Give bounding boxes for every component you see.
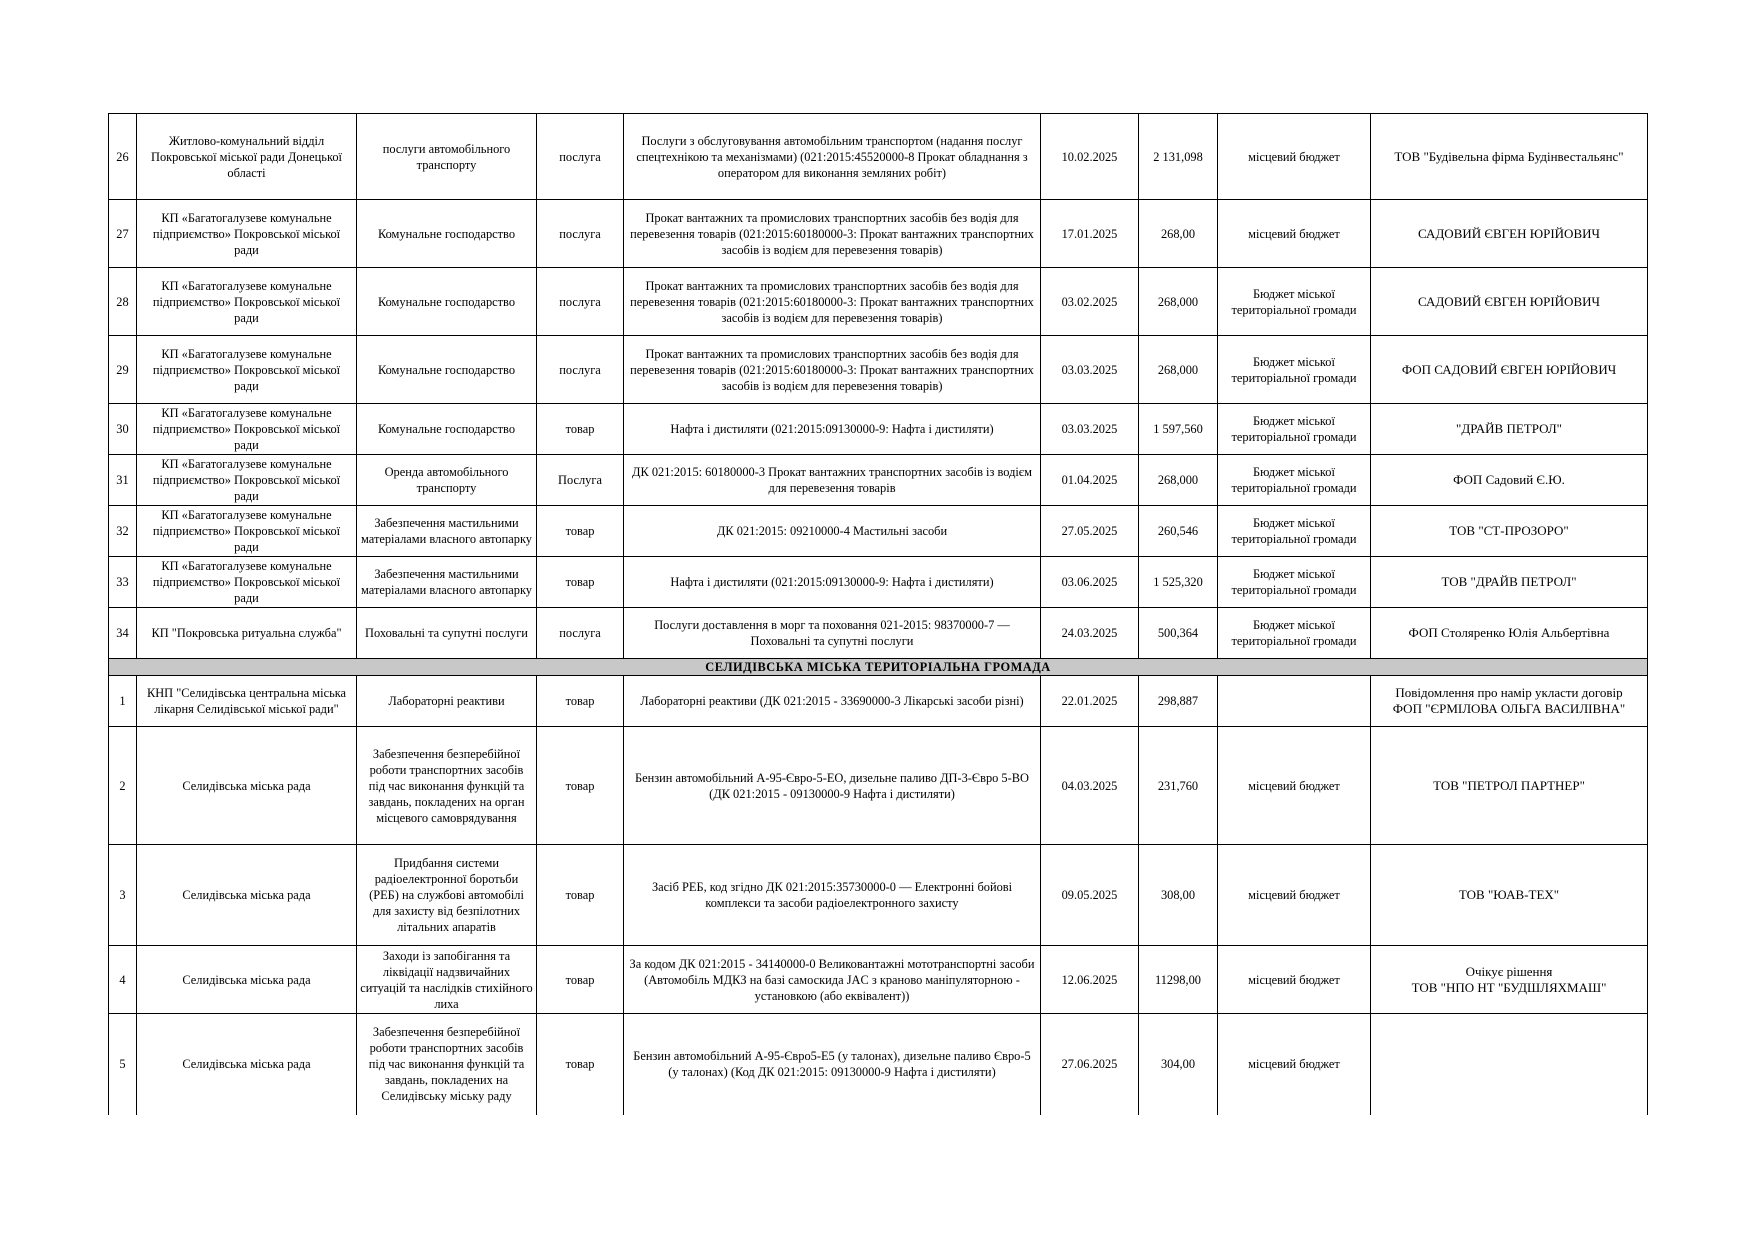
contract-sum: 2 131,098 xyxy=(1139,114,1218,200)
contract-sum: 268,000 xyxy=(1139,268,1218,336)
contract-date: 03.03.2025 xyxy=(1041,404,1139,455)
contract-sum: 231,760 xyxy=(1139,727,1218,845)
supplier xyxy=(1371,676,1648,727)
supplier: ФОП Садовий Є.Ю. xyxy=(1371,455,1648,506)
funding-source: місцевий бюджет xyxy=(1218,200,1371,268)
funding-source: Бюджет міської територіальної громади xyxy=(1218,455,1371,506)
contract-date: 27.05.2025 xyxy=(1041,506,1139,557)
contract-date: 22.01.2025 xyxy=(1041,676,1139,727)
supplier-line: ТОВ "ЮАВ-ТЕХ" xyxy=(1458,887,1560,902)
item-type: послуга xyxy=(537,336,624,404)
item-type: товар xyxy=(537,946,624,1014)
cpv-description: За кодом ДК 021:2015 - 34140000-0 Великовантажні мототранспортні засоби (Автомобіль МДКЗ на базі самоскида JAC з краново маніпуляторною - установкою (або еквівалент)) xyxy=(624,946,1041,1014)
funding-source: місцевий бюджет xyxy=(1218,727,1371,845)
procurement-subject: Забезпечення безперебійної роботи транспортних засобів під час виконання функцій та завдань, покладених на Селидівську міську раду xyxy=(357,1014,537,1115)
contract-sum: 298,887 xyxy=(1139,676,1218,727)
supplier xyxy=(1371,946,1648,1014)
item-type: послуга xyxy=(537,200,624,268)
cpv-description: Лабораторні реактиви (ДК 021:2015 - 33690000-3 Лікарські засоби різні) xyxy=(624,676,1041,727)
cpv-description: Послуги доставлення в морг та поховання 021-2015: 98370000-7 — Поховальні та супутні послуги xyxy=(624,608,1041,659)
contract-date: 10.02.2025 xyxy=(1041,114,1139,200)
supplier xyxy=(1371,845,1648,946)
item-type: товар xyxy=(537,727,624,845)
table-row xyxy=(109,455,1648,506)
table-row xyxy=(109,200,1648,268)
funding-source: місцевий бюджет xyxy=(1218,114,1371,200)
table-row xyxy=(109,946,1648,1014)
item-type: послуга xyxy=(537,114,624,200)
row-number: 28 xyxy=(109,268,137,336)
contract-date: 12.06.2025 xyxy=(1041,946,1139,1014)
contract-date: 03.02.2025 xyxy=(1041,268,1139,336)
contract-sum: 268,000 xyxy=(1139,336,1218,404)
table-row xyxy=(109,608,1648,659)
supplier: ТОВ "Будівельна фірма Будінвестальянс" xyxy=(1371,114,1648,200)
procurement-subject: Забезпечення мастильними матеріалами власного автопарку xyxy=(357,506,537,557)
section-heading-row xyxy=(109,659,1648,676)
table-row xyxy=(109,557,1648,608)
funding-source: місцевий бюджет xyxy=(1218,1014,1371,1115)
organizer: КП «Багатогалузеве комунальне підприємство» Покровської міської ради xyxy=(137,557,357,608)
procurement-subject: Забезпечення безперебійної роботи транспортних засобів під час виконання функцій та завдань, покладених на орган місцевого самоврядування xyxy=(357,727,537,845)
supplier xyxy=(1371,1014,1648,1115)
funding-source: Бюджет міської територіальної громади xyxy=(1218,336,1371,404)
funding-source: Бюджет міської територіальної громади xyxy=(1218,608,1371,659)
cpv-description: Прокат вантажних та промислових транспортних засобів без водія для перевезення товарів (021:2015:60180000-3: Прокат вантажних транспортних засобів із водієм для перевезення товарів) xyxy=(624,200,1041,268)
table-row xyxy=(109,676,1648,727)
selydove-rows xyxy=(109,676,1648,1115)
item-type: товар xyxy=(537,676,624,727)
contract-sum: 1 525,320 xyxy=(1139,557,1218,608)
procurement-subject: Комунальне господарство xyxy=(357,404,537,455)
supplier: ТОВ "ДРАЙВ ПЕТРОЛ" xyxy=(1371,557,1648,608)
procurement-subject: послуги автомобільного транспорту xyxy=(357,114,537,200)
pokrovsk-rows xyxy=(109,114,1648,659)
funding-source xyxy=(1218,676,1371,727)
organizer: Селидівська міська рада xyxy=(137,1014,357,1115)
supplier-line: ТОВ "НПО НТ "БУДШЛЯХМАШ" xyxy=(1411,979,1607,995)
funding-source: Бюджет міської територіальної громади xyxy=(1218,506,1371,557)
item-type: товар xyxy=(537,506,624,557)
funding-source: місцевий бюджет xyxy=(1218,946,1371,1014)
contract-sum: 268,000 xyxy=(1139,455,1218,506)
contract-date: 03.06.2025 xyxy=(1041,557,1139,608)
procurement-subject: Поховальні та супутні послуги xyxy=(357,608,537,659)
cpv-description: Засіб РЕБ, код згідно ДК 021:2015:35730000-0 — Електронні бойові комплекси та засоби радіоелектронного захисту xyxy=(624,845,1041,946)
row-number: 27 xyxy=(109,200,137,268)
procurement-subject: Комунальне господарство xyxy=(357,200,537,268)
procurement-subject: Забезпечення мастильними матеріалами власного автопарку xyxy=(357,557,537,608)
organizer: КП «Багатогалузеве комунальне підприємство» Покровської міської ради xyxy=(137,404,357,455)
supplier: ФОП САДОВИЙ ЄВГЕН ЮРІЙОВИЧ xyxy=(1371,336,1648,404)
supplier: ФОП Столяренко Юлія Альбертівна xyxy=(1371,608,1648,659)
row-number: 31 xyxy=(109,455,137,506)
supplier-line: ТОВ "ПЕТРОЛ ПАРТНЕР" xyxy=(1433,777,1585,793)
row-number: 3 xyxy=(109,845,137,946)
table-row xyxy=(109,404,1648,455)
row-number: 29 xyxy=(109,336,137,404)
row-number: 32 xyxy=(109,506,137,557)
procurement-subject: Комунальне господарство xyxy=(357,268,537,336)
row-number: 5 xyxy=(109,1014,137,1115)
procurement-subject: Оренда автомобільного транспорту xyxy=(357,455,537,506)
row-number: 30 xyxy=(109,404,137,455)
row-number: 34 xyxy=(109,608,137,659)
cpv-description: Нафта і дистиляти (021:2015:09130000-9: Нафта і дистиляти) xyxy=(624,557,1041,608)
table-row xyxy=(109,268,1648,336)
item-type: послуга xyxy=(537,608,624,659)
row-number: 2 xyxy=(109,727,137,845)
row-number: 33 xyxy=(109,557,137,608)
organizer: Житлово-комунальний відділ Покровської міської ради Донецької області xyxy=(137,114,357,200)
supplier: САДОВИЙ ЄВГЕН ЮРІЙОВИЧ xyxy=(1371,268,1648,336)
table-row xyxy=(109,1014,1648,1115)
item-type: послуга xyxy=(537,268,624,336)
table-row xyxy=(109,506,1648,557)
contract-date: 17.01.2025 xyxy=(1041,200,1139,268)
cpv-description: Нафта і дистиляти (021:2015:09130000-9: Нафта і дистиляти) xyxy=(624,404,1041,455)
contract-sum: 304,00 xyxy=(1139,1014,1218,1115)
row-number: 26 xyxy=(109,114,137,200)
procurement-subject: Комунальне господарство xyxy=(357,336,537,404)
organizer: КП «Багатогалузеве комунальне підприємство» Покровської міської ради xyxy=(137,200,357,268)
organizer: КП «Багатогалузеве комунальне підприємство» Покровської міської ради xyxy=(137,506,357,557)
contract-date: 04.03.2025 xyxy=(1041,727,1139,845)
contract-date: 09.05.2025 xyxy=(1041,845,1139,946)
organizer: КП «Багатогалузеве комунальне підприємство» Покровської міської ради xyxy=(137,336,357,404)
item-type: товар xyxy=(537,845,624,946)
contract-sum: 268,00 xyxy=(1139,200,1218,268)
cpv-description: ДК 021:2015: 09210000-4 Мастильні засоби xyxy=(624,506,1041,557)
supplier: ТОВ "СТ-ПРОЗОРО" xyxy=(1371,506,1648,557)
row-number: 1 xyxy=(109,676,137,727)
funding-source: Бюджет міської територіальної громади xyxy=(1218,557,1371,608)
cpv-description: Послуги з обслуговування автомобільним транспортом (надання послуг спецтехнікою та механізмами) (021:2015:45520000-8 Прокат обладнання з оператором для виконання земляних робіт) xyxy=(624,114,1041,200)
organizer: КНП "Селидівська центральна міська лікарня Селидівської міської ради" xyxy=(137,676,357,727)
section-heading: СЕЛИДІВСЬКА МІСЬКА ТЕРИТОРІАЛЬНА ГРОМАДА xyxy=(109,659,1648,676)
funding-source: Бюджет міської територіальної громади xyxy=(1218,268,1371,336)
contract-sum: 1 597,560 xyxy=(1139,404,1218,455)
cpv-description: ДК 021:2015: 60180000-3 Прокат вантажних транспортних засобів із водієм для перевезення товарів xyxy=(624,455,1041,506)
table-row xyxy=(109,114,1648,200)
contract-sum: 11298,00 xyxy=(1139,946,1218,1014)
contract-date: 03.03.2025 xyxy=(1041,336,1139,404)
item-type: товар xyxy=(537,557,624,608)
supplier: САДОВИЙ ЄВГЕН ЮРІЙОВИЧ xyxy=(1371,200,1648,268)
item-type: товар xyxy=(537,404,624,455)
organizer: Селидівська міська рада xyxy=(137,946,357,1014)
supplier-line: Повідомлення про намір укласти договір xyxy=(1395,685,1623,700)
contract-sum: 308,00 xyxy=(1139,845,1218,946)
organizer: КП "Покровська ритуальна служба" xyxy=(137,608,357,659)
organizer: Селидівська міська рада xyxy=(137,727,357,845)
funding-source: Бюджет міської територіальної громади xyxy=(1218,404,1371,455)
cpv-description: Прокат вантажних та промислових транспортних засобів без водія для перевезення товарів (021:2015:60180000-3: Прокат вантажних транспортних засобів із водієм для перевезення товарів) xyxy=(624,336,1041,404)
cpv-description: Бензин автомобільний А-95-Євро-5-ЕО, дизельне паливо ДП-3-Євро 5-ВО (ДК 021:2015 - 09130000-9 Нафта і дистиляти) xyxy=(624,727,1041,845)
organizer: КП «Багатогалузеве комунальне підприємство» Покровської міської ради xyxy=(137,268,357,336)
table-row xyxy=(109,845,1648,946)
procurement-subject: Придбання системи радіоелектронної боротьби (РЕБ) на службові автомобілі для захисту від безпілотних літальних апаратів xyxy=(357,845,537,946)
procurement-table xyxy=(108,113,1648,1115)
organizer: КП «Багатогалузеве комунальне підприємство» Покровської міської ради xyxy=(137,455,357,506)
section-divider xyxy=(109,659,1648,676)
procurement-subject: Лабораторні реактиви xyxy=(357,676,537,727)
supplier-line: ФОП "ЄРМІЛОВА ОЛЬГА ВАСИЛІВНА" xyxy=(1392,701,1626,716)
cpv-description: Бензин автомобільний А-95-Євро5-Е5 (у талонах), дизельне паливо Євро-5 (у талонах) (Код ДК 021:2015: 09130000-9 Нафта і дистиляти) xyxy=(624,1014,1041,1115)
table-row xyxy=(109,336,1648,404)
supplier-line: Очікує рішення xyxy=(1465,963,1553,979)
contract-date: 24.03.2025 xyxy=(1041,608,1139,659)
contract-date: 27.06.2025 xyxy=(1041,1014,1139,1115)
contract-sum: 500,364 xyxy=(1139,608,1218,659)
funding-source: місцевий бюджет xyxy=(1218,845,1371,946)
contract-date: 01.04.2025 xyxy=(1041,455,1139,506)
supplier: "ДРАЙВ ПЕТРОЛ" xyxy=(1371,404,1648,455)
item-type: Послуга xyxy=(537,455,624,506)
organizer: Селидівська міська рада xyxy=(137,845,357,946)
cpv-description: Прокат вантажних та промислових транспортних засобів без водія для перевезення товарів (021:2015:60180000-3: Прокат вантажних транспортних засобів із водієм для перевезення товарів) xyxy=(624,268,1041,336)
table-row xyxy=(109,727,1648,845)
procurement-subject: Заходи із запобігання та ліквідації надзвичайних ситуацій та наслідків стихійного лиха xyxy=(357,946,537,1014)
row-number: 4 xyxy=(109,946,137,1014)
item-type: товар xyxy=(537,1014,624,1115)
contract-sum: 260,546 xyxy=(1139,506,1218,557)
supplier xyxy=(1371,727,1648,845)
